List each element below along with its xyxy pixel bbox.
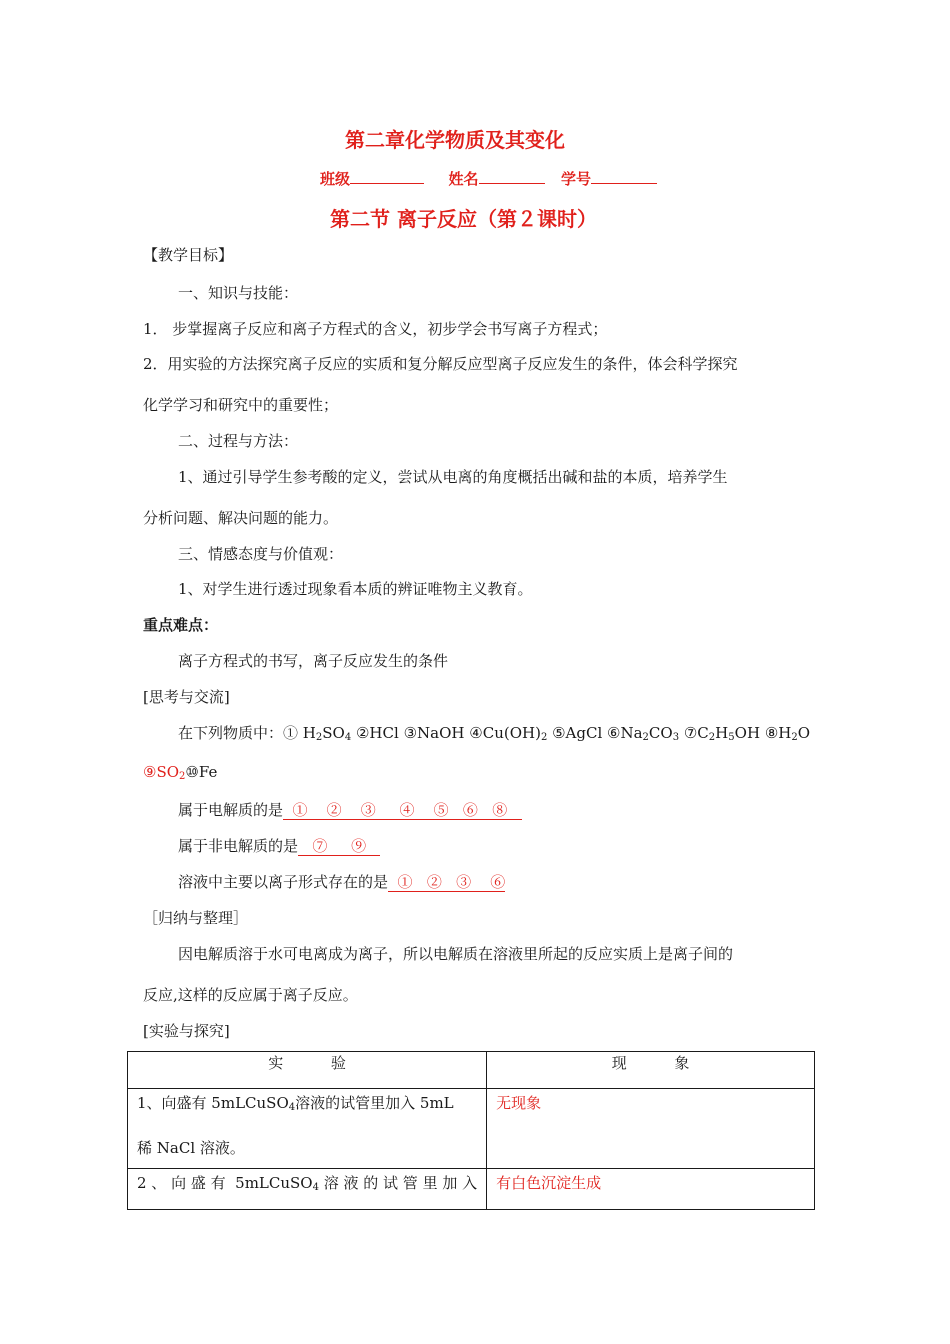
experiment-table (127, 1051, 815, 1210)
objectives-item3-line1: 1、通过引导学生参考酸的定义，尝试从电离的角度概括出碱和盐的本质，培养学生 (178, 468, 728, 486)
row1-experiment (128, 1089, 487, 1169)
substance-list-line2 (143, 763, 217, 782)
question-3-label: 溶液中主要以离子形式存在的是 (178, 873, 389, 891)
sub: 3 (672, 732, 680, 743)
substance-8c: O (797, 724, 811, 742)
row2-phenomenon: 有白色沉淀生成 (487, 1169, 815, 1210)
row2-text-a: 2 、 向 盛 有 5mLCuSO (137, 1174, 313, 1192)
name-label: 姓名 (448, 170, 479, 188)
objectives-heading: 【教学目标】 (143, 246, 234, 264)
row2-text-b: 溶 液 的 试 管 里 加 入 (318, 1174, 478, 1192)
question-ion-form (178, 871, 505, 892)
substance-8: ⑧H (764, 724, 792, 742)
substance-intro: 在下列物质中： (178, 724, 284, 742)
sub: 5 (728, 732, 735, 743)
table-row (128, 1169, 815, 1210)
row1-phenomenon: 无现象 (487, 1089, 815, 1169)
number-label: 学号 (560, 170, 591, 188)
objectives-item1: 1． 步掌握离子反应和离子方程式的含义，初步学会书写离子方程式； (143, 320, 608, 338)
objectives-item2-line1: 2．用实验的方法探究离子反应的实质和复分解反应型离子反应发生的条件，体会科学探究 (143, 355, 738, 373)
row1-text-a: 1、向盛有 5mLCuSO (137, 1094, 289, 1112)
think-heading: [思考与交流] (143, 688, 230, 706)
substance-10: ⑩Fe (185, 763, 218, 781)
substance-6c: CO (648, 724, 673, 742)
key-points-heading: 重点难点： (143, 616, 219, 634)
chapter-title: 第二章化学物质及其变化 (345, 128, 565, 152)
substance-4: ④Cu(OH) (469, 724, 541, 742)
answer-2[interactable]: ⑦ ⑨ (298, 837, 381, 855)
sub: 2 (791, 732, 798, 743)
student-info-line (320, 168, 657, 189)
objectives-item2-line2: 化学学习和研究中的重要性； (143, 396, 339, 414)
sub: 2 (540, 732, 548, 743)
class-blank[interactable] (350, 169, 424, 184)
substance-2: ②HCl (355, 724, 399, 742)
objectives-part1: 一、知识与技能： (178, 284, 299, 302)
answer-1[interactable]: ① ② ③ ④ ⑤ ⑥ ⑧ (283, 801, 522, 819)
substance-1b: SO (322, 724, 345, 742)
objectives-part2: 二、过程与方法： (178, 432, 299, 450)
substance-6: ⑥Na (607, 724, 643, 742)
number-blank[interactable] (591, 169, 657, 184)
substance-5: ⑤AgCl (552, 724, 603, 742)
row2-experiment (128, 1169, 487, 1210)
sub: 4 (312, 1182, 319, 1193)
substance-7c: H (715, 724, 729, 742)
substance-3: ③NaOH (403, 724, 465, 742)
sub: 2 (315, 732, 323, 743)
header-experiment: 实 验 (128, 1052, 487, 1089)
name-blank[interactable] (479, 169, 545, 184)
summary-heading: ［归纳与整理］ (143, 909, 249, 927)
experiment-heading: [实验与探究] (143, 1022, 230, 1040)
objectives-item3-line2: 分析问题、解决问题的能力。 (143, 509, 339, 527)
sub: 4 (288, 1102, 296, 1113)
section-title: 第二节 离子反应（第２课时） (330, 207, 597, 231)
substance-1: ① H (283, 724, 316, 742)
key-points-text: 离子方程式的书写，离子反应发生的条件 (178, 652, 449, 670)
substance-9: ⑨SO (143, 763, 180, 781)
substance-7e: OH (734, 724, 761, 742)
sub: 2 (179, 771, 186, 782)
objectives-item4: 1、对学生进行透过现象看本质的辨证唯物主义教育。 (178, 580, 533, 598)
row1-text-line2: 稀 NaCl 溶液。 (137, 1139, 245, 1157)
question-1-label: 属于电解质的是 (178, 801, 284, 819)
question-2-label: 属于非电解质的是 (178, 837, 299, 855)
summary-line1: 因电解质溶于水可电离成为离子，所以电解质在溶液里所起的反应实质上是离子间的 (178, 945, 734, 963)
sub: 4 (344, 732, 352, 743)
row1-text-b: 溶液的试管里加入 5mL (295, 1094, 454, 1112)
objectives-part3: 三、情感态度与价值观： (178, 545, 344, 563)
summary-line2: 反应,这样的反应属于离子反应。 (143, 986, 358, 1004)
question-nonelectrolyte (178, 835, 380, 856)
substance-list (178, 722, 810, 743)
substance-7: ⑦C (683, 724, 709, 742)
sub: 2 (642, 732, 649, 743)
table-row (128, 1089, 815, 1169)
header-phenomenon: 现 象 (487, 1052, 815, 1089)
question-electrolyte (178, 799, 522, 820)
class-label: 班级 (320, 170, 351, 188)
sub: 2 (708, 732, 716, 743)
answer-3[interactable]: ① ② ③ ⑥ (388, 873, 506, 891)
